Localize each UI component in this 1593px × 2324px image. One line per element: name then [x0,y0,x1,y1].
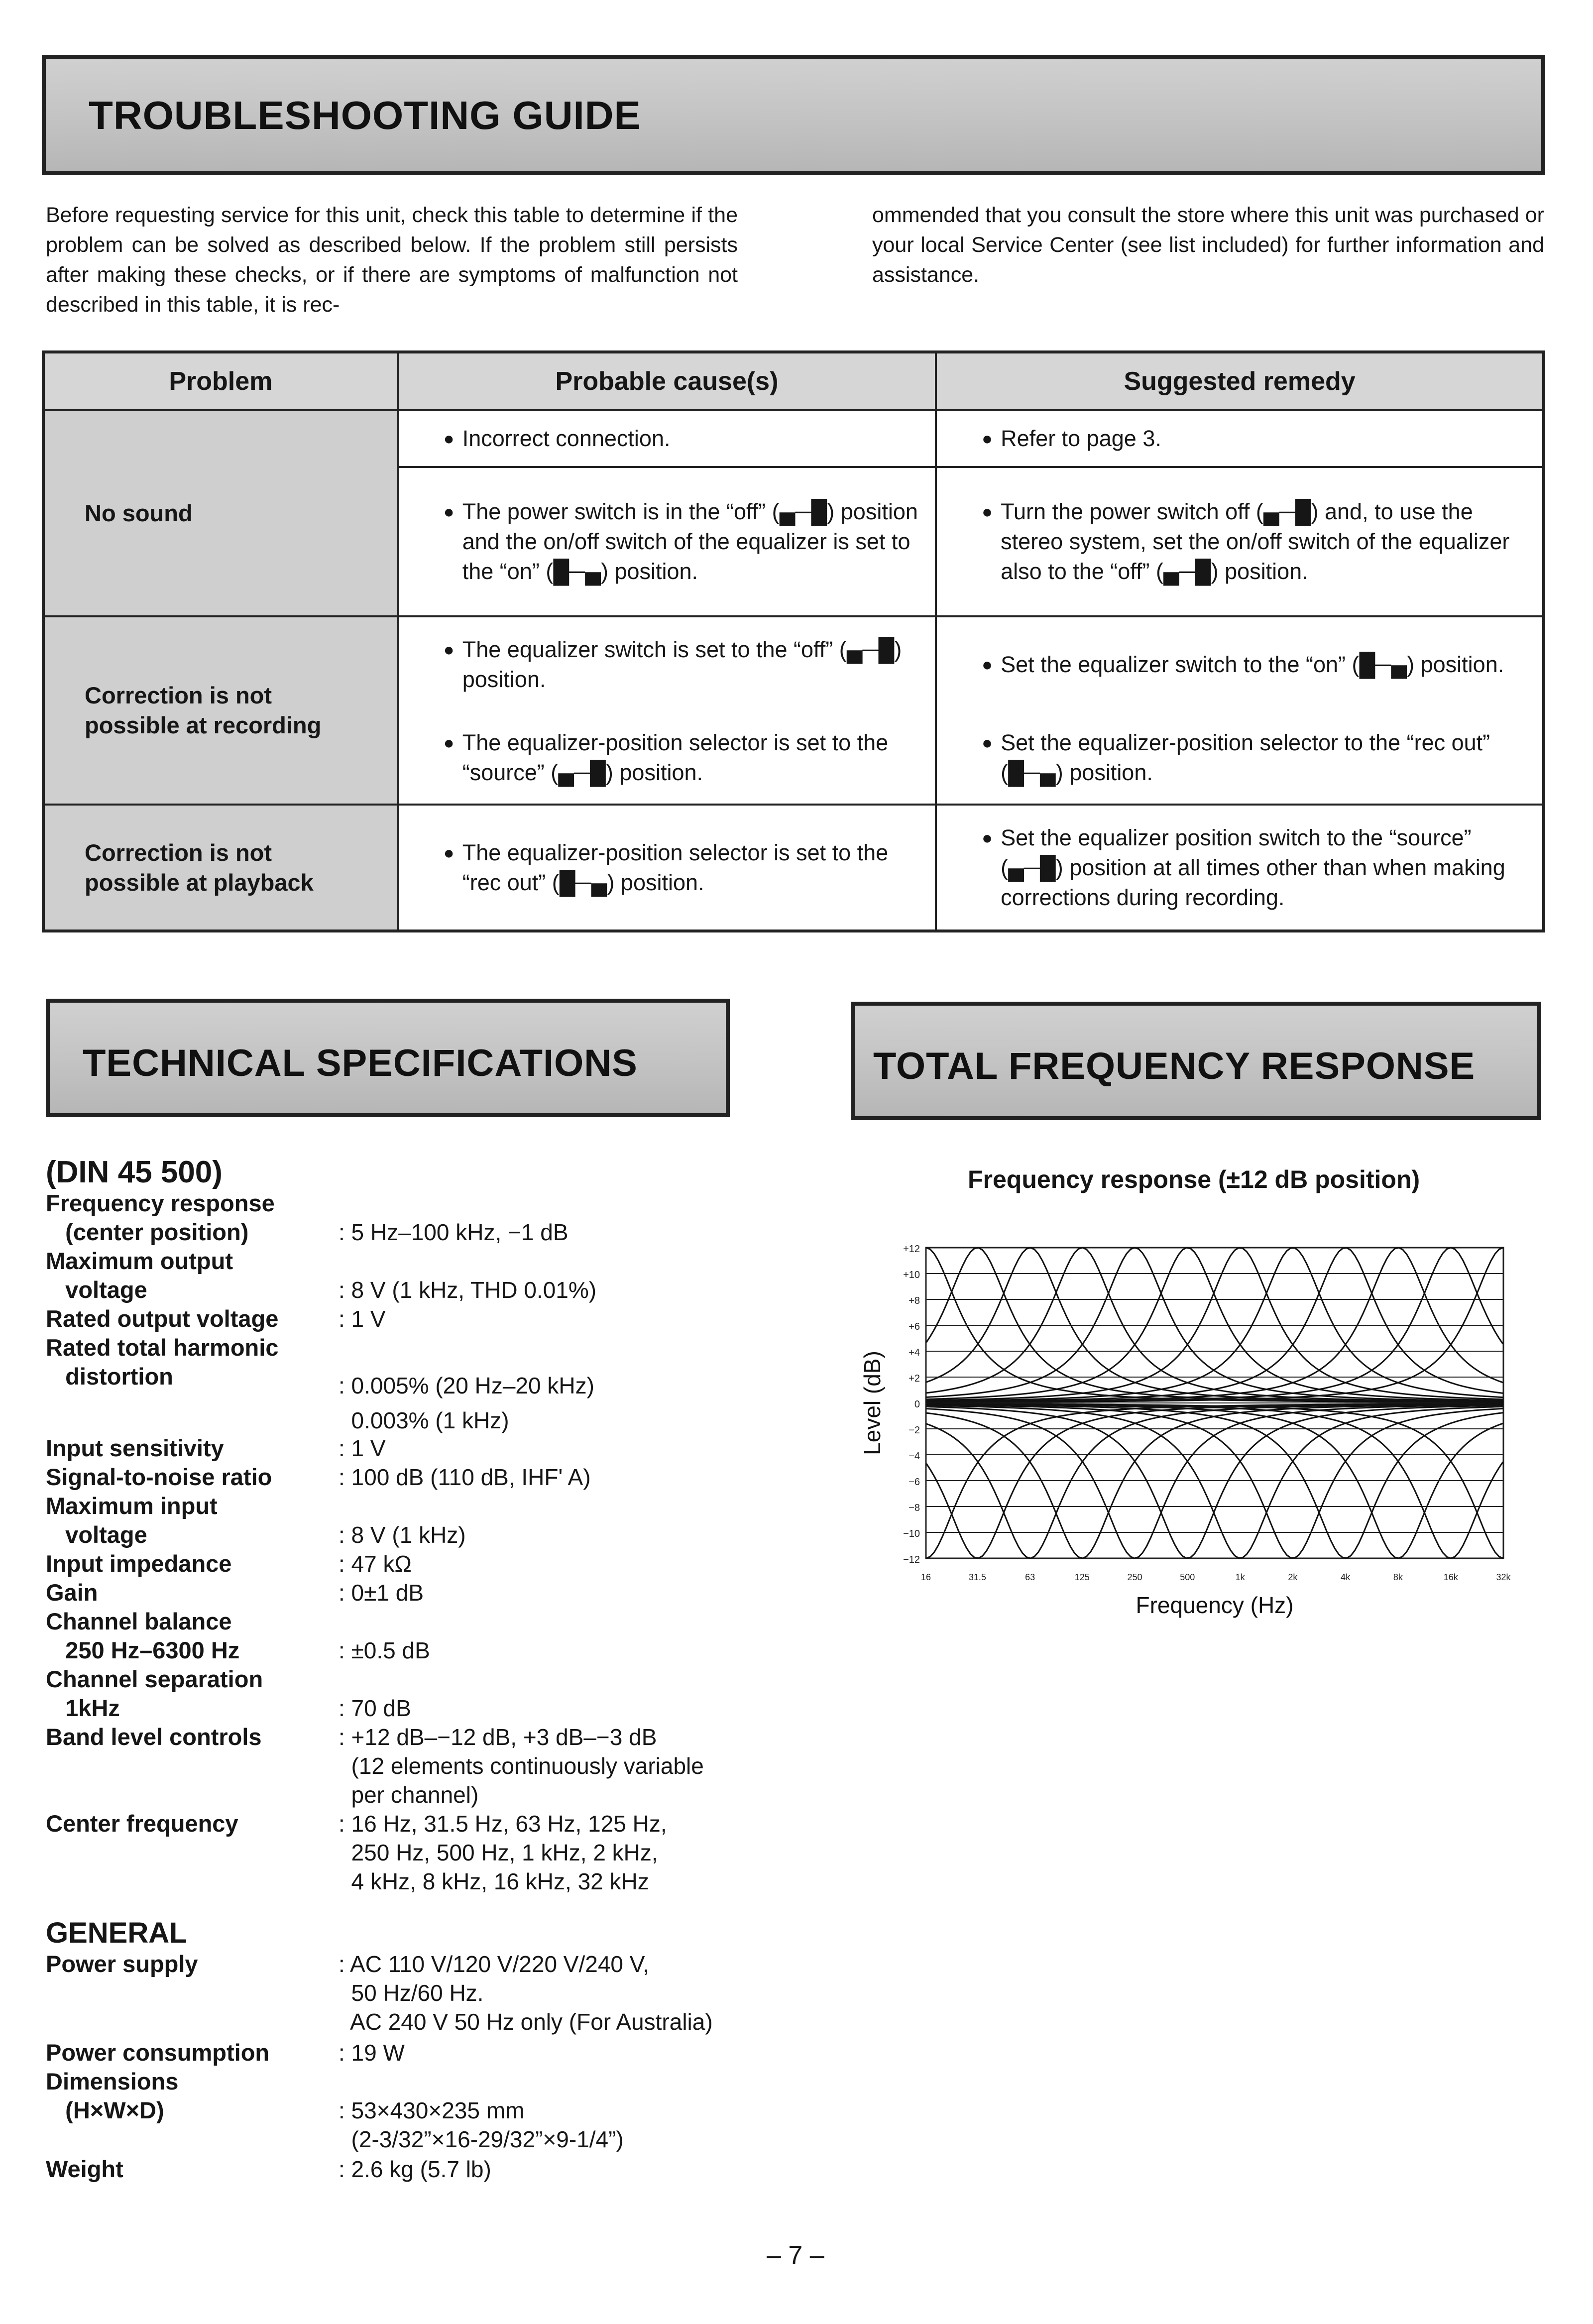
cause-cell [398,805,936,931]
remedy-cell [936,467,1544,616]
y-tick-label: +10 [903,1270,920,1280]
intro-right-text: ommended that you consult the store where this unit was purchased or your local Service Center (see list included) for further information and assistance. [872,203,1544,287]
troubleshooting-banner [42,55,1545,175]
x-tick-label: 1k [1235,1572,1245,1582]
spec-label: Channel balance 250 Hz–6300 Hz [46,1608,240,1663]
spec-label: Center frequency [46,1810,238,1837]
spec-label: Maximum output voltage [46,1248,233,1303]
cause-cell [398,712,936,805]
y-tick-label: +8 [909,1295,920,1306]
x-tick-label: 31.5 [968,1572,986,1582]
spec-label: Weight [46,2156,123,2182]
remedy-text: ● Set the equalizer-position selector to the “rec out” (█─▄) position. [982,728,1527,788]
spec-value: : AC 110 V/120 V/220 V/240 V, 50 Hz/60 Hz. AC 240 V 50 Hz only (For Australia) [339,1951,713,2035]
spec-value: : 0±1 dB [339,1580,424,1606]
problem-label: Correction is not possible at playback [85,839,314,896]
x-tick-label: 63 [1025,1572,1035,1582]
spec-label: Signal-to-noise ratio [46,1464,272,1490]
troubleshooting-table [42,350,1545,932]
x-tick-label: 32k [1496,1572,1511,1582]
boost-curve [926,1248,1503,1402]
cause-text: ● The equalizer switch is set to the “off” (▄─█) position. [444,635,920,695]
intro-left-text: Before requesting service for this unit, check this table to determine if the problem can be solved as described below. If the problem still persists after making these checks, or if there are symptoms of malfunction not described in this table, it is rec- [46,203,738,317]
cause-text: ● The equalizer-position selector is set to the “rec out” (█─▄) position. [444,838,920,898]
problem-cell [43,410,398,616]
y-axis-label: Level (dB) [859,1351,885,1455]
spec-label: Power supply [46,1951,198,1977]
spec-label: Rated total harmonic distortion [46,1334,279,1390]
table-header-row [43,352,1544,410]
remedy-cell [936,616,1544,712]
y-tick-label: −10 [903,1528,920,1539]
y-tick-label: −8 [909,1503,920,1513]
x-tick-label: 2k [1288,1572,1298,1582]
x-tick-label: 250 [1127,1572,1142,1582]
header-problem: Problem [43,352,398,410]
x-tick-label: 125 [1074,1572,1090,1582]
y-tick-label: +2 [909,1373,920,1384]
spec-label: Frequency response (center position) [46,1190,275,1245]
problem-label: No sound [85,500,193,526]
x-tick-label: 16k [1443,1572,1458,1582]
x-tick-label: 4k [1341,1572,1351,1582]
cause-cell [398,410,936,467]
remedy-text: ● Set the equalizer switch to the “on” (█─▄) position. [982,650,1527,680]
cause-text: ● Incorrect connection. [444,424,920,454]
header-cause: Probable cause(s) [398,352,936,410]
header-remedy: Suggested remedy [936,352,1544,410]
remedy-text: ● Turn the power switch off (▄─█) and, to use the stereo system, set the on/off switch of the equalizer also to the “off” (▄─█) position. [982,497,1527,586]
spec-label: Input sensitivity [46,1435,224,1461]
y-tick-label: +12 [903,1244,920,1255]
spec-value: : 47 kΩ [339,1551,412,1577]
spec-value: : 2.6 kg (5.7 lb) [339,2156,491,2182]
spec-label: Channel separation 1kHz [46,1666,263,1721]
spec-label: Gain [46,1579,98,1606]
spec-label: Dimensions (H×W×D) [46,2068,179,2123]
spec-label: Input impedance [46,1550,232,1577]
cause-cell [398,467,936,616]
freq-title: TOTAL FREQUENCY RESPONSE [873,1045,1476,1087]
remedy-cell [936,712,1544,805]
spec-value: : 5 Hz–100 kHz, −1 dB [339,1219,569,1245]
x-tick-label: 8k [1393,1572,1403,1582]
table-row [43,410,1544,467]
x-axis-label: Frequency (Hz) [1136,1592,1294,1618]
y-tick-label: −6 [909,1477,920,1488]
y-tick-label: −4 [909,1451,920,1462]
freq-banner [851,1002,1541,1120]
remedy-cell [936,805,1544,931]
general-heading: GENERAL [46,1917,187,1949]
remedy-text: ● Set the equalizer position switch to the “source” (▄─█) position at all times other than when making corrections during recording. [982,823,1527,913]
y-tick-label: +4 [909,1347,920,1358]
intro-right [872,200,1544,290]
page-number: – 7 – [767,2241,824,2270]
problem-cell [43,805,398,931]
y-tick-label: +6 [909,1321,920,1332]
spec-value: : 70 dB [339,1695,411,1721]
y-tick-label: −12 [903,1554,920,1565]
chart-title: Frequency response (±12 dB position) [968,1165,1420,1193]
din-heading: (DIN 45 500) [46,1155,223,1189]
specs-title: TECHNICAL SPECIFICATIONS [83,1042,638,1084]
spec-label: Maximum input voltage [46,1493,218,1548]
spec-value: : 0.005% (20 Hz–20 kHz) 0.003% (1 kHz) [339,1373,594,1433]
cut-curve [926,1404,1503,1558]
spec-value: : 1 V [339,1306,386,1332]
spec-value: : 53×430×235 mm (2-3/32”×16-29/32”×9-1/4”) [339,2097,624,2152]
x-tick-label: 500 [1180,1572,1195,1582]
troubleshooting-title: TROUBLESHOOTING GUIDE [89,93,641,137]
intro-left [46,200,738,320]
spec-value: : 8 V (1 kHz, THD 0.01%) [339,1277,597,1303]
spec-label: Rated output voltage [46,1305,279,1332]
problem-cell [43,616,398,805]
spec-value: : 19 W [339,2040,405,2066]
y-tick-label: −2 [909,1425,920,1436]
spec-value: : 8 V (1 kHz) [339,1522,466,1548]
spec-value: : 100 dB (110 dB, IHF' A) [339,1464,591,1490]
table-row [43,805,1544,931]
spec-value: : 16 Hz, 31.5 Hz, 63 Hz, 125 Hz, 250 Hz, 500 Hz, 1 kHz, 2 kHz, 4 kHz, 8 kHz, 16 kHz, 32 kHz [339,1811,667,1894]
frequency-response-chart [846,1215,1553,1633]
cause-text: ● The equalizer-position selector is set to the “source” (▄─█) position. [444,728,920,788]
spec-label: Power consumption [46,2039,270,2066]
specs-banner [46,999,730,1117]
remedy-cell [936,410,1544,467]
remedy-text: ● Refer to page 3. [982,424,1527,454]
cause-text: ● The power switch is in the “off” (▄─█) position and the on/off switch of the equalizer is set to the “on” (█─▄) position. [444,497,920,586]
spec-label: Band level controls [46,1724,262,1750]
spec-value: : +12 dB–−12 dB, +3 dB–−3 dB (12 elements continuously variable per channel) [339,1724,704,1808]
problem-label: Correction is not possible at recording [85,682,322,738]
table-row [43,616,1544,712]
cause-cell [398,616,936,712]
spec-value: : ±0.5 dB [339,1637,430,1663]
x-tick-label: 16 [920,1572,931,1582]
y-tick-label: 0 [914,1399,920,1410]
spec-value: : 1 V [339,1435,386,1461]
